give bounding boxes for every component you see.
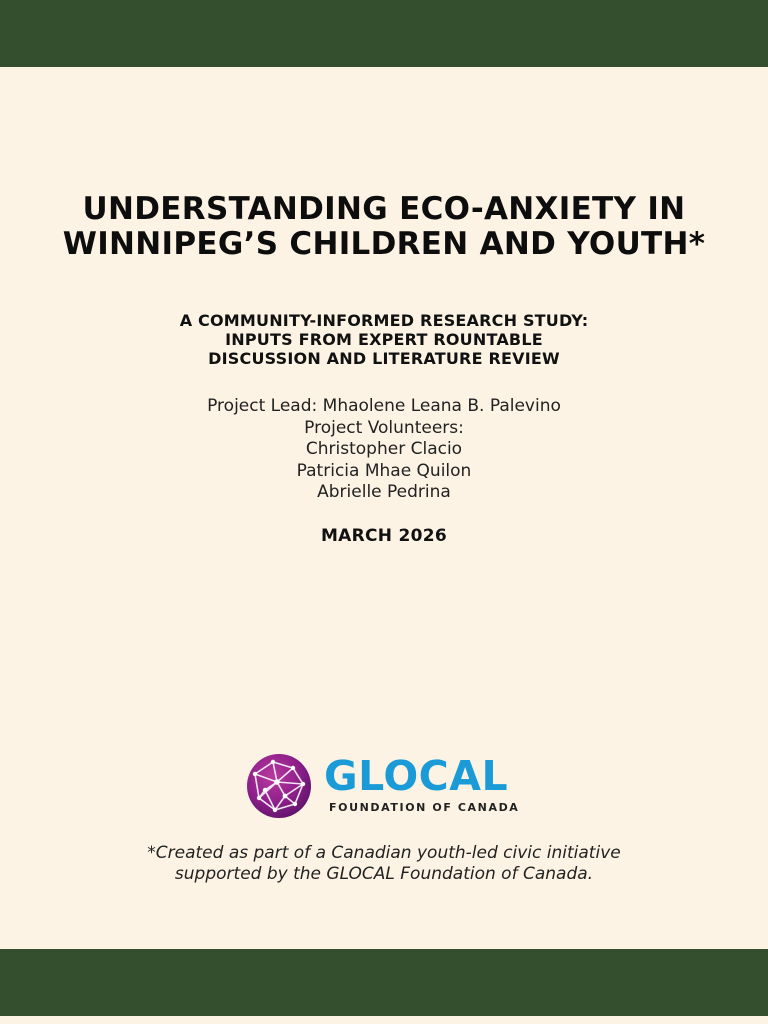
report-title-line-2: WINNIPEG’S CHILDREN AND YOUTH* — [62, 226, 706, 262]
publication-date: MARCH 2026 — [320, 526, 448, 546]
volunteer-name: Christopher Clacio — [305, 439, 463, 459]
project-credits — [40, 396, 728, 504]
logo-wordmark: GLOCAL — [324, 752, 509, 800]
network-globe-icon — [245, 752, 313, 820]
report-subtitle-line-2: INPUTS FROM EXPERT ROUNTABLE — [225, 330, 543, 349]
glocal-logo — [245, 750, 535, 820]
project-lead: Project Lead: Mhaolene Leana B. Palevino — [207, 396, 561, 416]
report-subtitle-line-1: A COMMUNITY-INFORMED RESEARCH STUDY: — [179, 311, 589, 330]
volunteer-name: Abrielle Pedrina — [317, 482, 451, 502]
bottom-edge-strip — [0, 1016, 768, 1024]
report-title — [20, 192, 748, 262]
report-subtitle-line-3: DISCUSSION AND LITERATURE REVIEW — [208, 349, 560, 368]
footnote-line-1: *Created as part of a Canadian youth-led civic initiative — [147, 843, 621, 863]
logo-subtitle: FOUNDATION OF CANADA — [329, 801, 520, 814]
footnote-line-2: supported by the GLOCAL Foundation of Canada. — [174, 864, 594, 884]
footnote — [40, 843, 728, 885]
top-color-band — [0, 0, 768, 67]
project-volunteers-heading: Project Volunteers: — [304, 417, 464, 438]
bottom-color-band — [0, 949, 768, 1016]
report-title-line-1: UNDERSTANDING ECO-ANXIETY IN — [82, 191, 686, 227]
report-subtitle — [40, 311, 728, 368]
volunteer-name: Patricia Mhae Quilon — [296, 460, 472, 481]
